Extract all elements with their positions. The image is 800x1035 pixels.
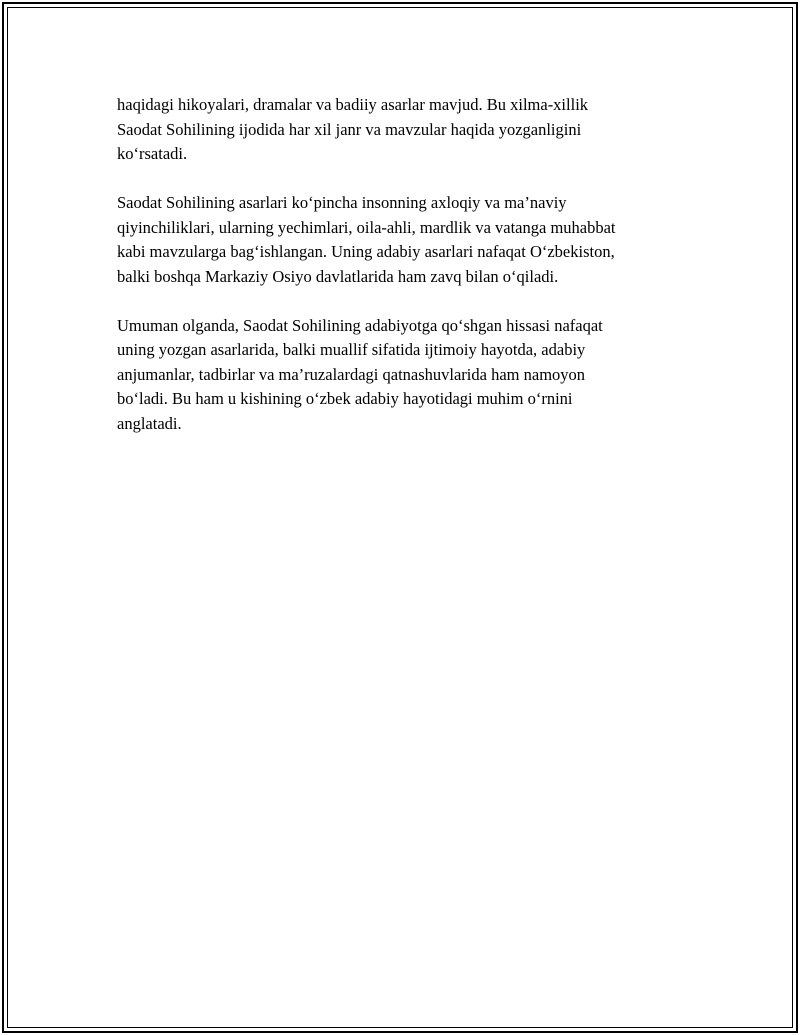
text-line: anjumanlar, tadbirlar va ma’ruzalardagi qatnashuvlarida ham namoyon [117,364,586,384]
text-line: uning yozgan asarlarida, balki muallif sifatida ijtimoiy hayotda, adabiy [117,340,586,359]
text-line: kabi mavzularga bag‘ishlangan. Uning adabiy asarlari nafaqat O‘zbekiston, [117,242,615,261]
text-line: bo‘ladi. Bu ham u kishining o‘zbek adabiy hayotidagi muhim o‘rnini [117,389,573,408]
text-line: haqidagi hikoyalari, dramalar va badiiy asarlar mavjud. Bu xilma-xillik [117,95,589,114]
text-line: qiyinchiliklari, ularning yechimlari, oila-ahli, mardlik va vatanga muhabbat [117,217,616,237]
document-body [117,93,697,461]
text-line: Saodat Sohilining ijodida har xil janr va mavzular haqida yozganligini [117,119,582,139]
text-line: balki boshqa Markaziy Osiyo davlatlarida ham zavq bilan o‘qiladi. [117,266,559,286]
text-line: Umuman olganda, Saodat Sohilining adabiyotga qo‘shgan hissasi nafaqat [117,315,603,335]
text-line: ko‘rsatadi. [117,144,188,163]
paragraph-2 [117,191,697,289]
text-line: Saodat Sohilining asarlari ko‘pincha insonning axloqiy va ma’naviy [117,193,567,212]
text-line: anglatadi. [117,413,182,433]
paragraph-1 [117,93,697,167]
paragraph-3 [117,314,697,437]
